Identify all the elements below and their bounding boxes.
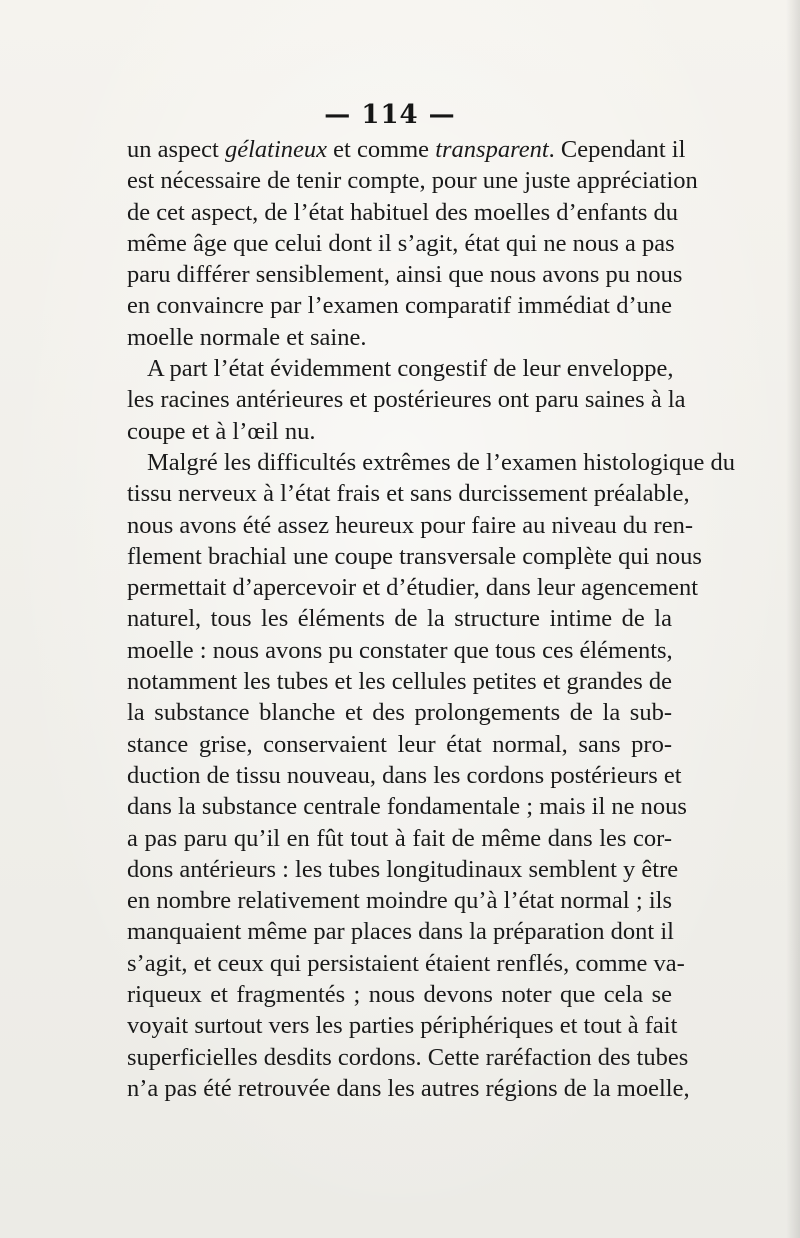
text-line: s’agit, et ceux qui persistaient étaient renflés, comme va- [127, 949, 685, 977]
text-line: superficielles desdits cordons. Cette raréfaction des tubes [127, 1043, 689, 1071]
text-line: a pas paru qu’il en fût tout à fait de même dans les cor- [127, 824, 672, 852]
text-line: en convaincre par l’examen comparatif immédiat d’une [127, 292, 672, 320]
text-line: dons antérieurs : les tubes longitudinaux semblent y être [127, 855, 679, 883]
italic-term: gélatineux [224, 136, 328, 163]
paragraph [127, 447, 736, 1104]
text-line: A part l’état évidemment congestif de leur enveloppe, [147, 355, 674, 383]
text-line: paru différer sensiblement, ainsi que nous avons pu nous [127, 261, 683, 289]
text-line: notamment les tubes et les cellules petites et grandes de [127, 668, 672, 696]
page-edge-shadow [786, 0, 800, 1238]
page-number: — 114 — [324, 100, 456, 130]
text-line: n’a pas été retrouvée dans les autres régions de la moelle, [127, 1074, 690, 1102]
text-line: est nécessaire de tenir compte, pour une juste appréciation [127, 167, 698, 195]
text-line: la substance blanche et des prolongements de la sub- [127, 699, 672, 727]
text-line: moelle : nous avons pu constater que tous ces éléments, [127, 636, 673, 664]
text-line: Malgré les difficultés extrêmes de l’examen histologique du [147, 448, 736, 476]
text-line: nous avons été assez heureux pour faire au niveau du ren- [127, 511, 694, 539]
text-line: permettait d’apercevoir et d’étudier, dans leur agencement [127, 574, 699, 602]
paragraph [127, 353, 686, 447]
text-line: même âge que celui dont il s’agit, état qui ne nous a pas [127, 229, 675, 257]
text-line: de cet aspect, de l’état habituel des moelles d’enfants du [127, 198, 679, 226]
body-text [127, 134, 736, 1104]
text-line: moelle normale et saine. [127, 323, 367, 351]
text-line: les racines antérieures et postérieures ont paru saines à la [127, 386, 686, 414]
text-line: duction de tissu nouveau, dans les cordons postérieurs et [127, 761, 682, 789]
text-line: un aspect gélatineux et comme transparent. Cependant il [127, 136, 686, 163]
text-line: flement brachial une coupe transversale complète qui nous [127, 542, 702, 570]
text-line: riqueux et fragmentés ; nous devons noter que cela se [127, 981, 672, 1009]
text-line: voyait surtout vers les parties périphériques et tout à fait [127, 1012, 678, 1040]
text-line: coupe et à l’œil nu. [127, 417, 316, 445]
italic-term: transparent [435, 136, 549, 163]
text-line: manquaient même par places dans la préparation dont il [127, 918, 674, 946]
text-line: tissu nerveux à l’état frais et sans durcissement préalable, [127, 480, 690, 508]
text-line: naturel, tous les éléments de la structure intime de la [127, 605, 672, 633]
paragraph [127, 134, 698, 353]
text-line: stance grise, conservaient leur état normal, sans pro- [127, 730, 672, 758]
text-line: dans la substance centrale fondamentale ; mais il ne nous [127, 793, 687, 821]
text-line: en nombre relativement moindre qu’à l’état normal ; ils [127, 887, 672, 915]
